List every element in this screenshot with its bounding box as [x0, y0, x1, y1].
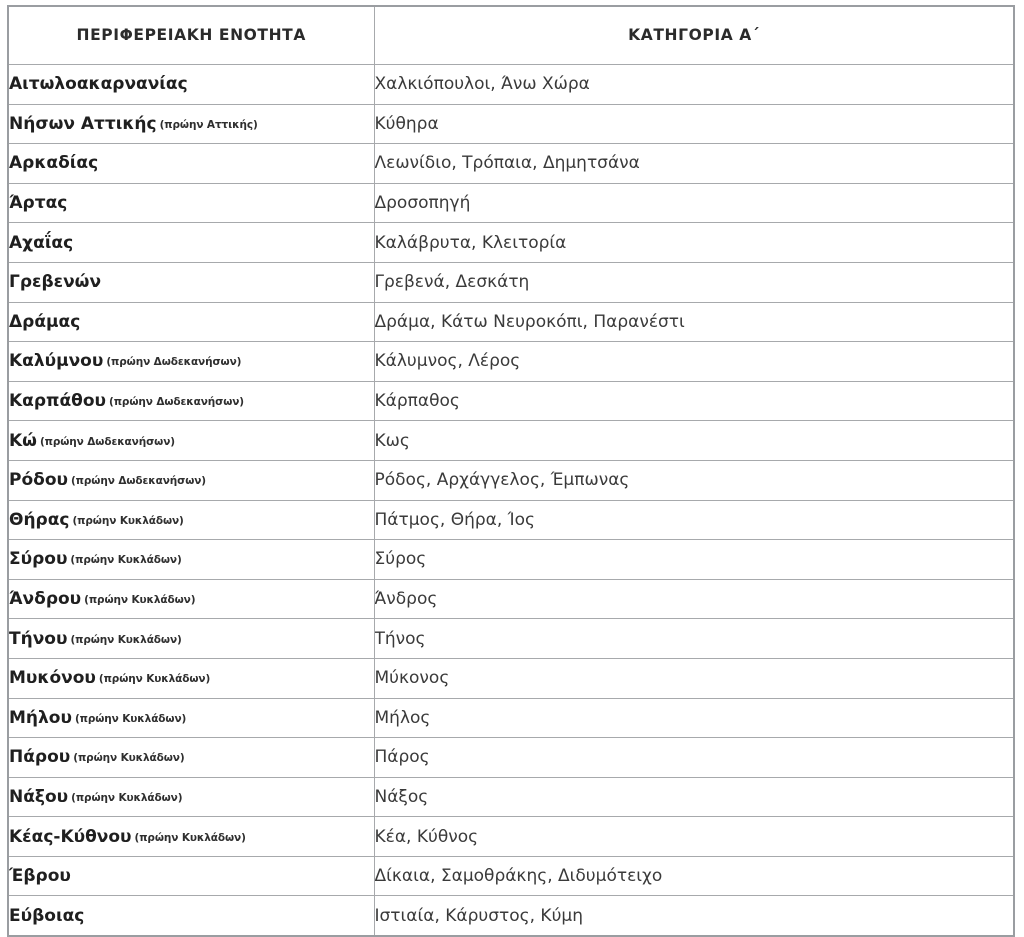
table-header [8, 6, 1014, 65]
regional-unit-name: Μήλου [9, 707, 72, 728]
cell-regional-unit [8, 223, 374, 263]
regional-unit-former-name: (πρώην Κυκλάδων) [74, 712, 187, 725]
cell-category-a [374, 104, 1014, 144]
regional-unit-name: Έβρου [9, 866, 71, 887]
cell-category-a [374, 421, 1014, 461]
regional-unit-name: Καρπάθου [9, 391, 106, 412]
table-row [8, 619, 1014, 659]
regional-units-table [7, 5, 1015, 937]
category-a-value: Πάρος [374, 747, 430, 768]
cell-category-a [374, 579, 1014, 619]
column-header-category [374, 6, 1014, 65]
category-a-value: Τήνος [374, 628, 426, 649]
category-a-value: Μήλος [374, 707, 431, 728]
cell-category-a [374, 698, 1014, 738]
column-header-regional-unit-label: ΠΕΡΙΦΕΡΕΙΑΚΗ ΕΝΟΤΗΤΑ [76, 25, 306, 44]
regional-unit-former-name: (πρώην Δωδεκανήσων) [70, 475, 206, 488]
cell-category-a [374, 500, 1014, 540]
cell-category-a [374, 460, 1014, 500]
category-a-value: Γρεβενά, Δεσκάτη [374, 272, 530, 293]
regional-unit-name: Μυκόνου [9, 668, 96, 689]
category-a-value: Δίκαια, Σαμοθράκης, Διδυμότειχο [374, 866, 663, 887]
regional-unit-former-name: (πρώην Κυκλάδων) [70, 554, 182, 567]
regional-unit-former-name: (πρώην Αττικής) [159, 118, 258, 131]
cell-category-a [374, 262, 1014, 302]
category-a-value: Κύθηρα [374, 113, 439, 134]
cell-regional-unit [8, 421, 374, 461]
cell-regional-unit [8, 540, 374, 580]
regional-unit-name: Άνδρου [9, 589, 82, 610]
cell-category-a [374, 223, 1014, 263]
table-row [8, 144, 1014, 184]
table-row [8, 421, 1014, 461]
category-a-value: Δροσοπηγή [374, 193, 471, 214]
column-header-regional-unit [8, 6, 374, 65]
category-a-value: Μύκονος [374, 668, 450, 689]
cell-regional-unit [8, 698, 374, 738]
regional-unit-name: Δράμας [9, 311, 81, 332]
regional-unit-name: Αχαΐας [9, 232, 74, 253]
table-row [8, 262, 1014, 302]
regional-unit-name: Κώ [9, 430, 37, 451]
cell-category-a [374, 381, 1014, 421]
regional-unit-name: Σύρου [9, 549, 68, 570]
cell-category-a [374, 817, 1014, 857]
cell-category-a [374, 540, 1014, 580]
table-row [8, 342, 1014, 382]
table-row [8, 183, 1014, 223]
regional-unit-name: Καλύμνου [9, 351, 104, 372]
cell-regional-unit [8, 262, 374, 302]
regional-unit-name: Ρόδου [9, 470, 68, 491]
regional-unit-former-name: (πρώην Κυκλάδων) [73, 752, 185, 765]
cell-category-a [374, 342, 1014, 382]
cell-regional-unit [8, 104, 374, 144]
regional-unit-name: Πάρου [9, 747, 71, 768]
category-a-value: Κως [374, 430, 410, 451]
regional-unit-former-name: (πρώην Δωδεκανήσων) [106, 356, 242, 369]
table-row [8, 856, 1014, 896]
cell-regional-unit [8, 856, 374, 896]
table-row [8, 698, 1014, 738]
table-row [8, 104, 1014, 144]
table-row [8, 500, 1014, 540]
cell-regional-unit [8, 777, 374, 817]
cell-regional-unit [8, 500, 374, 540]
category-a-value: Χαλκιόπουλοι, Άνω Χώρα [374, 74, 590, 95]
regional-unit-name: Εύβοιας [9, 905, 85, 926]
cell-regional-unit [8, 342, 374, 382]
category-a-value: Κάλυμνος, Λέρος [374, 351, 521, 372]
regional-unit-former-name: (πρώην Κυκλάδων) [70, 633, 182, 646]
category-a-value: Άνδρος [374, 589, 438, 610]
cell-category-a [374, 856, 1014, 896]
regional-unit-former-name: (πρώην Δωδεκανήσων) [39, 435, 175, 448]
category-a-value: Ρόδος, Αρχάγγελος, Έμπωνας [374, 470, 630, 491]
regional-unit-former-name: (πρώην Κυκλάδων) [72, 514, 184, 527]
cell-category-a [374, 183, 1014, 223]
category-a-value: Σύρος [374, 549, 427, 570]
category-a-value: Λεωνίδιο, Τρόπαια, Δημητσάνα [374, 153, 640, 174]
regional-unit-name: Γρεβενών [9, 272, 102, 293]
regional-unit-name: Αιτωλοακαρνανίας [9, 74, 188, 95]
regional-unit-former-name: (πρώην Κυκλάδων) [134, 831, 246, 844]
regional-unit-former-name: (πρώην Κυκλάδων) [84, 594, 196, 607]
table-row [8, 540, 1014, 580]
category-a-value: Ιστιαία, Κάρυστος, Κύμη [374, 905, 583, 926]
cell-regional-unit [8, 817, 374, 857]
regional-unit-former-name: (πρώην Κυκλάδων) [98, 673, 211, 686]
regional-unit-name: Άρτας [9, 193, 68, 214]
table-row [8, 579, 1014, 619]
header-row [8, 6, 1014, 65]
table-row [8, 302, 1014, 342]
cell-category-a [374, 738, 1014, 778]
table-row [8, 381, 1014, 421]
table-row [8, 738, 1014, 778]
category-a-value: Πάτμος, Θήρα, Ίος [374, 509, 536, 530]
cell-regional-unit [8, 302, 374, 342]
category-a-value: Κάρπαθος [374, 391, 460, 412]
cell-regional-unit [8, 144, 374, 184]
cell-category-a [374, 144, 1014, 184]
column-header-category-label: ΚΑΤΗΓΟΡΙΑ Α΄ [628, 25, 760, 44]
table-row [8, 817, 1014, 857]
regional-unit-former-name: (πρώην Δωδεκανήσων) [109, 396, 244, 409]
cell-regional-unit [8, 619, 374, 659]
regional-unit-name: Θήρας [9, 509, 70, 530]
cell-category-a [374, 896, 1014, 936]
category-a-value: Δράμα, Κάτω Νευροκόπι, Παρανέστι [374, 311, 685, 332]
cell-regional-unit [8, 658, 374, 698]
cell-category-a [374, 658, 1014, 698]
table-row [8, 777, 1014, 817]
regional-unit-name: Αρκαδίας [9, 153, 99, 174]
cell-regional-unit [8, 738, 374, 778]
cell-regional-unit [8, 579, 374, 619]
cell-regional-unit [8, 65, 374, 105]
table-row [8, 223, 1014, 263]
category-a-value: Κέα, Κύθνος [374, 826, 479, 847]
table-container [7, 5, 1013, 937]
cell-regional-unit [8, 460, 374, 500]
cell-regional-unit [8, 183, 374, 223]
table-body [8, 65, 1014, 936]
regional-unit-name: Νήσων Αττικής [9, 113, 157, 134]
table-row [8, 658, 1014, 698]
cell-category-a [374, 777, 1014, 817]
cell-regional-unit [8, 896, 374, 936]
regional-unit-name: Τήνου [9, 628, 68, 649]
regional-unit-former-name: (πρώην Κυκλάδων) [71, 791, 183, 804]
cell-regional-unit [8, 381, 374, 421]
category-a-value: Καλάβρυτα, Κλειτορία [374, 232, 567, 253]
table-row [8, 460, 1014, 500]
table-row [8, 65, 1014, 105]
category-a-value: Νάξος [374, 786, 429, 807]
table-row [8, 896, 1014, 936]
cell-category-a [374, 619, 1014, 659]
cell-category-a [374, 302, 1014, 342]
regional-unit-name: Κέας-Κύθνου [9, 826, 132, 847]
regional-unit-name: Νάξου [9, 786, 69, 807]
cell-category-a [374, 65, 1014, 105]
